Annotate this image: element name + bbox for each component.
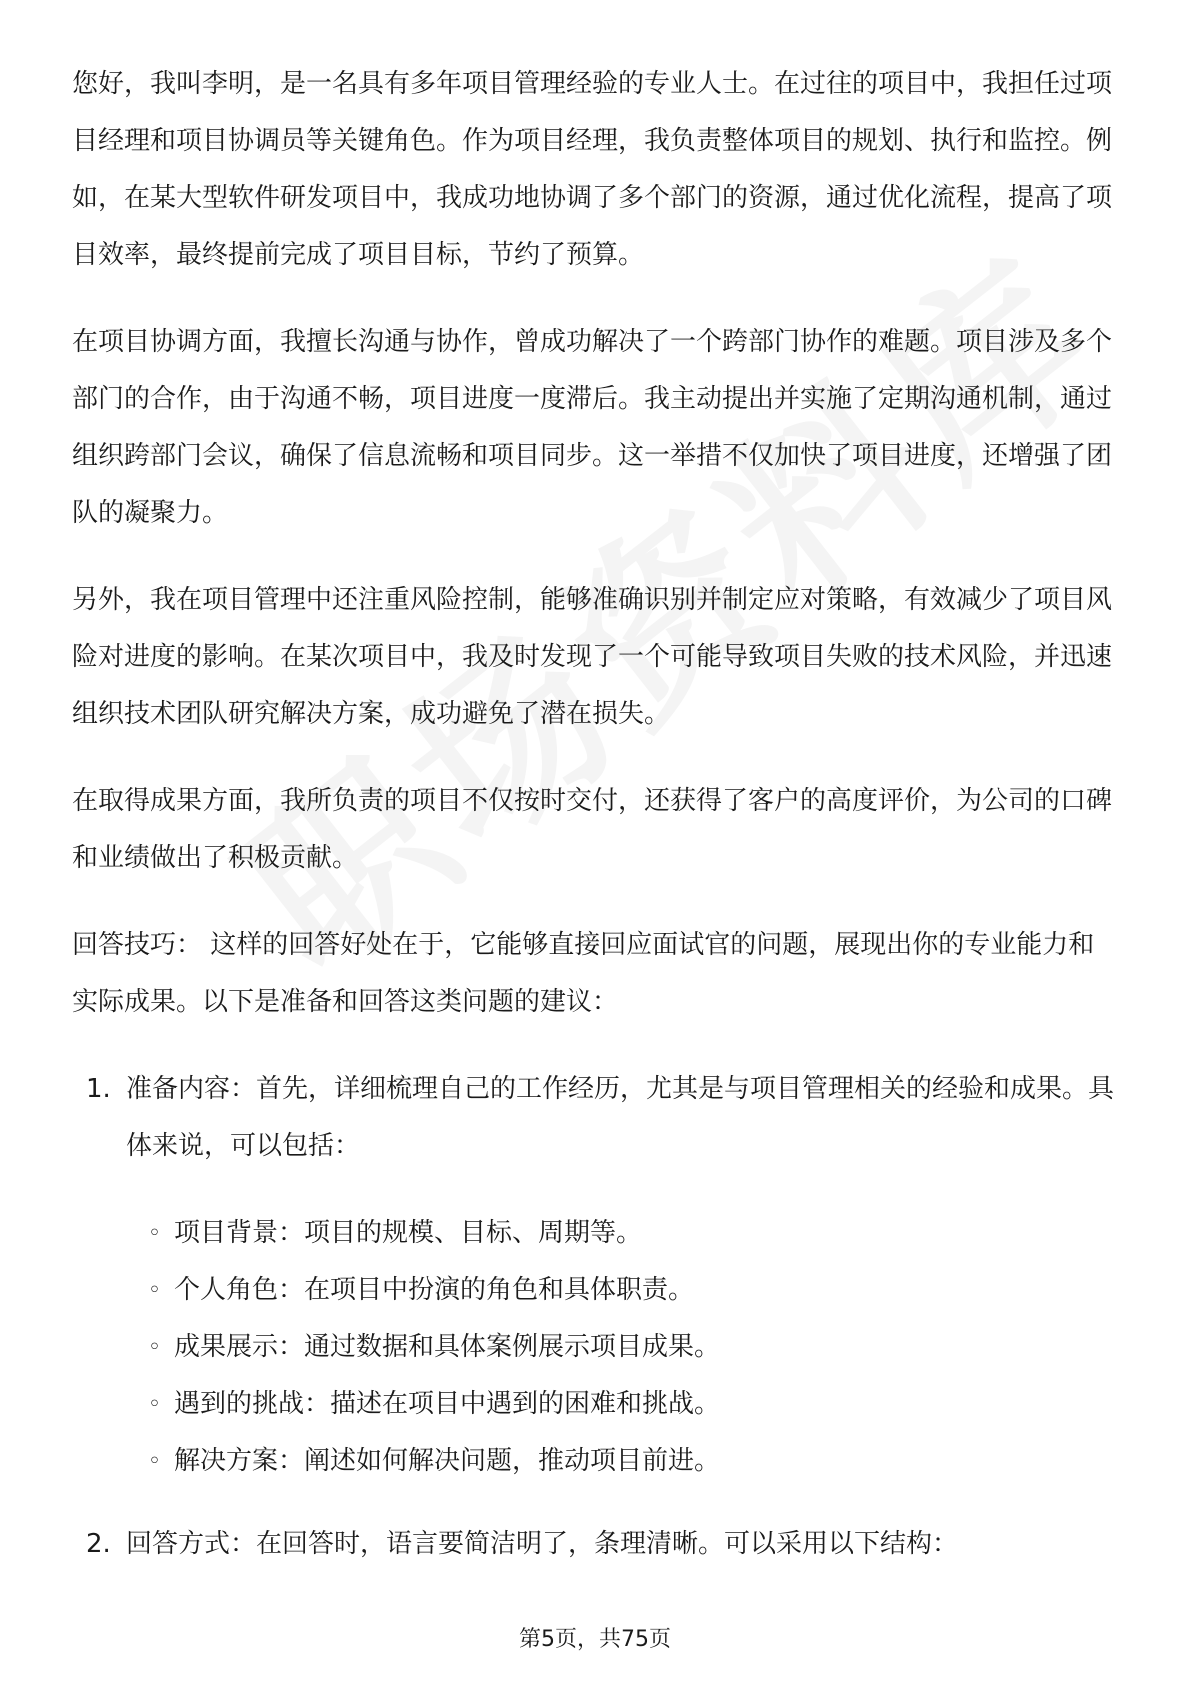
bullet-icon: ◦ [148,1392,161,1417]
sub-list [126,1205,1120,1490]
sub-list-item: ◦ 成果展示：通过数据和具体案例展示项目成果。 [126,1319,1120,1376]
list-item-text: 回答方式：在回答时，语言要简洁明了，条理清晰。可以采用以下结构： [126,1529,959,1559]
paragraph: 在取得成果方面，我所负责的项目不仅按时交付，还获得了客户的高度评价，为公司的口碑和业绩做出了积极贡献。 [72,786,1113,873]
list-number: 1. [86,1074,111,1104]
sub-list-item: ◦ 项目背景：项目的规模、目标、周期等。 [126,1205,1120,1262]
list-item-text: 准备内容：首先，详细梳理自己的工作经历，尤其是与项目管理相关的经验和成果。具体来说，可以包括： [126,1074,1115,1161]
bullet-icon: ◦ [148,1221,161,1246]
list-number: 2. [86,1529,111,1559]
page-footer: 第5页，共75页 [519,1627,671,1652]
document-body [72,56,1120,1599]
paragraph: 另外，我在项目管理中还注重风险控制，能够准确识别并制定应对策略，有效减少了项目风险对进度的影响。在某次项目中，我及时发现了一个可能导致项目失败的技术风险，并迅速组织技术团队研究解决方案，成功避免了潜在损失。 [72,585,1113,729]
paragraph: 您好，我叫李明，是一名具有多年项目管理经验的专业人士。在过往的项目中，我担任过项目经理和项目协调员等关键角色。作为项目经理，我负责整体项目的规划、执行和监控。例如，在某大型软件研发项目中，我成功地协调了多个部门的资源，通过优化流程，提高了项目效率，最终提前完成了项目目标，节约了预算。 [72,69,1113,270]
bullet-icon: ◦ [148,1278,161,1303]
bullet-icon: ◦ [148,1335,161,1360]
bullet-icon: ◦ [148,1449,161,1474]
paragraph: 回答技巧： 这样的回答好处在于，它能够直接回应面试官的问题，展现出你的专业能力和实际成果。以下是准备和回答这类问题的建议： [72,930,1095,1017]
sub-list-item: ◦ 个人角色：在项目中扮演的角色和具体职责。 [126,1262,1120,1319]
paragraph: 在项目协调方面，我擅长沟通与协作，曾成功解决了一个跨部门协作的难题。项目涉及多个部门的合作，由于沟通不畅，项目进度一度滞后。我主动提出并实施了定期沟通机制，通过组织跨部门会议，确保了信息流畅和项目同步。这一举措不仅加快了项目进度，还增强了团队的凝聚力。 [72,327,1113,528]
list-item [72,1061,1120,1490]
sub-list-item: ◦ 解决方案：阐述如何解决问题，推动项目前进。 [126,1433,1120,1490]
sub-list-item: ◦ 遇到的挑战：描述在项目中遇到的困难和挑战。 [126,1376,1120,1433]
numbered-list [72,1061,1120,1573]
list-item [72,1516,1120,1573]
